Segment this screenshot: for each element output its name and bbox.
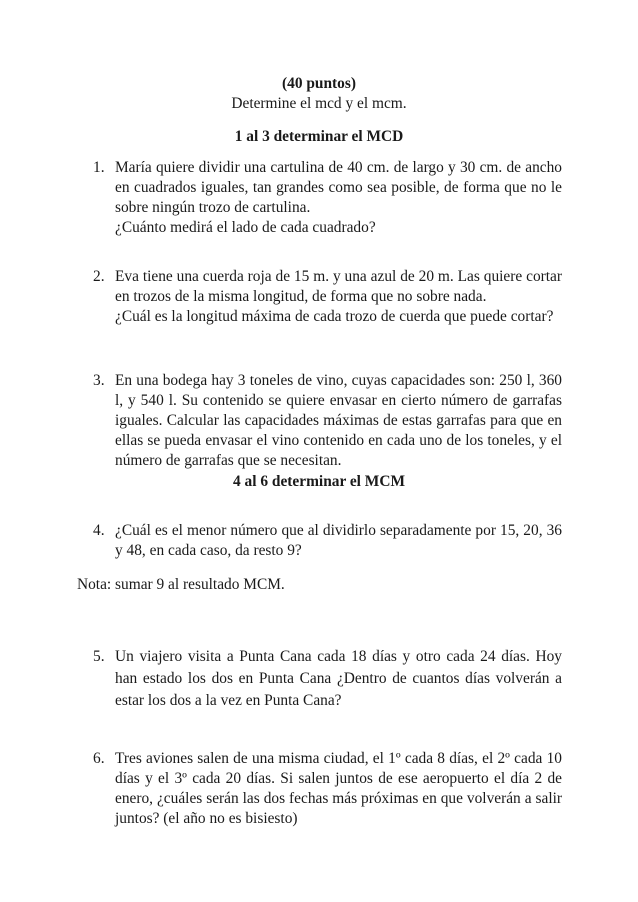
problem-number: 4. [93, 522, 105, 539]
problem-text: Eva tiene una cuerda roja de 15 m. y una azul de 20 m. Las quiere cortar en trozos de la misma longitud, de forma que no sobre nada. [115, 268, 562, 305]
problem-4 [93, 521, 562, 561]
section-mcm-title: 4 al 6 determinar el MCM [233, 473, 405, 490]
points-heading: (40 puntos) [282, 75, 356, 92]
problem-text: Tres aviones salen de una misma ciudad, el 1º cada 8 días, el 2º cada 10 días y el 3º cada 20 días. Si salen juntos de ese aeropuerto el día 2 de enero, ¿cuáles serán las dos fechas más próximas en que volverán a salir juntos? (el año no es bisiesto) [115, 750, 562, 827]
problem-3 [93, 371, 562, 471]
problem-question: ¿Cuánto medirá el lado de cada cuadrado? [115, 219, 376, 236]
instruction-line: Determine el mcd y el mcm. [231, 95, 407, 112]
problem-1 [93, 158, 562, 238]
problem-5 [93, 646, 562, 712]
problem-6 [93, 749, 562, 829]
problem-number: 5. [93, 648, 105, 665]
problem-text: Un viajero visita a Punta Cana cada 18 días y otro cada 24 días. Hoy han estado los dos en Punta Cana ¿Dentro de cuantos días volverán a estar los dos a la vez en Punta Cana? [115, 648, 562, 709]
problem-number: 2. [93, 268, 105, 285]
problem-number: 3. [93, 372, 105, 389]
problem-text: En una bodega hay 3 toneles de vino, cuyas capacidades son: 250 l, 360 l, y 540 l. Su contenido se quiere envasar en cierto número de garrafas iguales. Calcular las capacidades máximas de estas garrafas para que en ellas se pueda envasar el vino contenido en cada uno de los toneles, y el número de garrafas que se necesitan. [115, 372, 562, 469]
section-mcd-title: 1 al 3 determinar el MCD [234, 128, 404, 145]
problem-text: María quiere dividir una cartulina de 40 cm. de largo y 30 cm. de ancho en cuadrados iguales, tan grandes como sea posible, de forma que no le sobre ningún trozo de cartulina. [115, 159, 562, 216]
nota-text: Nota: sumar 9 al resultado MCM. [77, 576, 285, 593]
problem-question: ¿Cuál es la longitud máxima de cada trozo de cuerda que puede cortar? [115, 308, 554, 325]
problem-2 [93, 267, 562, 327]
problem-number: 6. [93, 750, 105, 767]
problem-number: 1. [93, 159, 105, 176]
problem-text: ¿Cuál es el menor número que al dividirlo separadamente por 15, 20, 36 y 48, en cada caso, da resto 9? [115, 522, 562, 559]
